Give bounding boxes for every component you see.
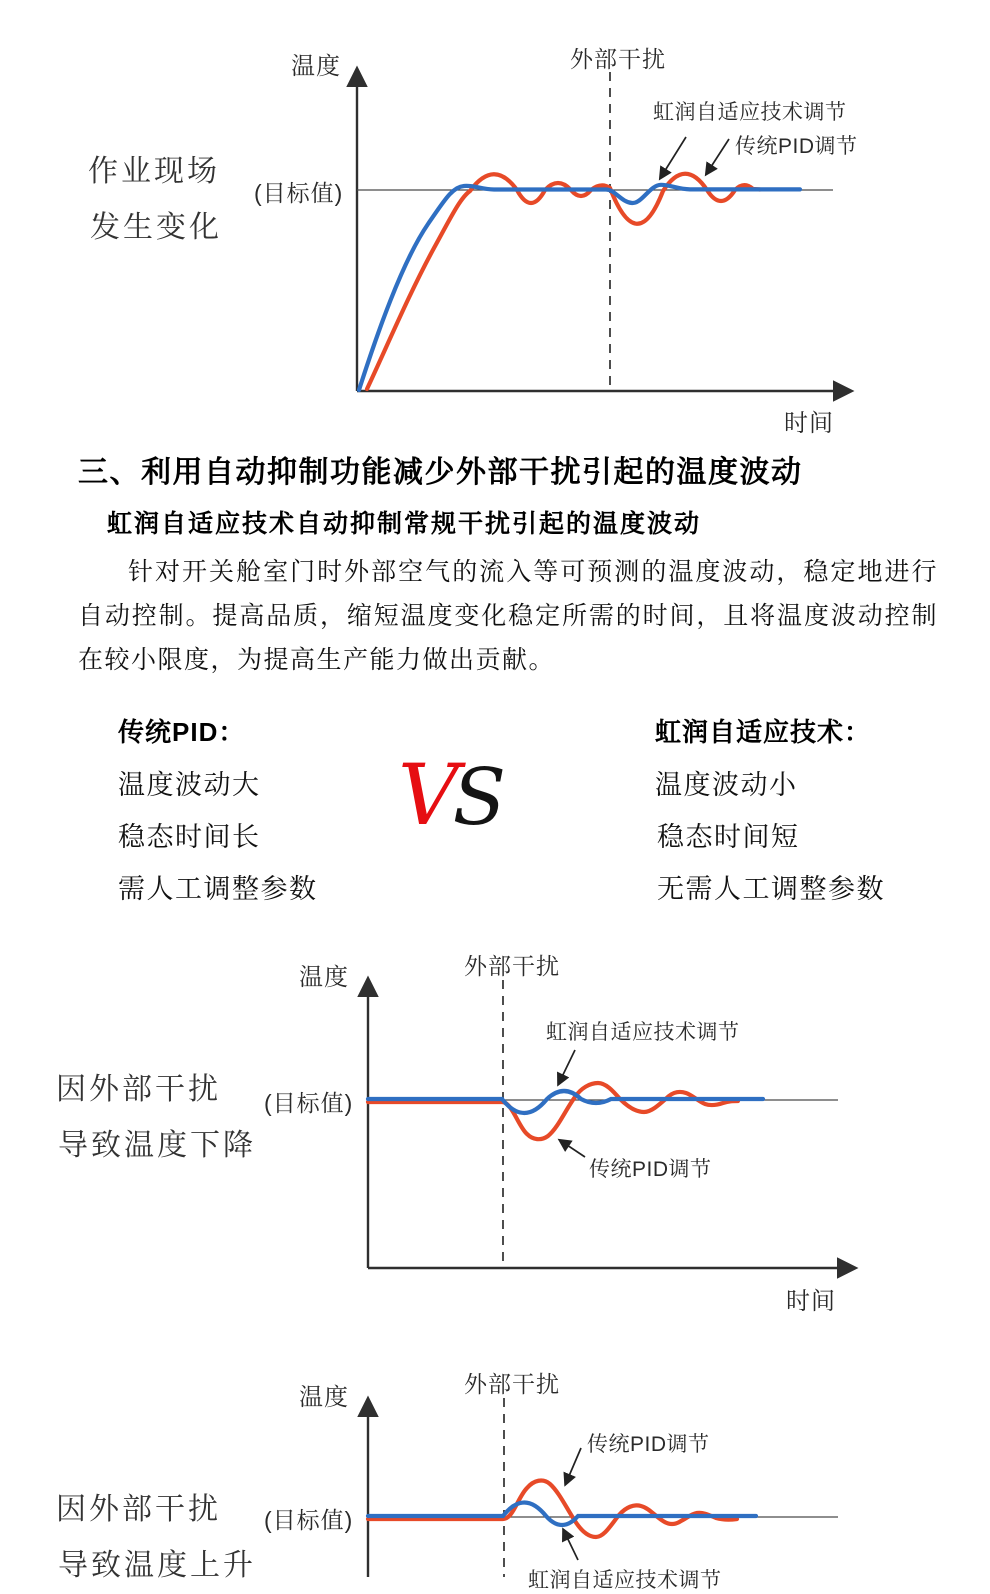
x-axis-label: 时间 xyxy=(786,1288,836,1315)
vs-letter-s: S xyxy=(452,753,507,843)
comparison-right-title: 虹润自适应技术： xyxy=(655,717,872,747)
x-axis-label: 时间 xyxy=(784,410,834,437)
disturbance-label: 外部干扰 xyxy=(570,46,666,72)
pid-curve xyxy=(367,174,760,389)
comparison-left-title: 传统PID： xyxy=(118,717,246,747)
adaptive-curve-label: 虹润自适应技术调节 xyxy=(653,101,847,124)
adaptive-arrow xyxy=(564,1531,578,1560)
scenario-label-line1: 作业现场 xyxy=(88,155,220,188)
scenario-label-line1: 因外部干扰 xyxy=(56,1073,221,1106)
scenario-label-line2: 发生变化 xyxy=(90,211,222,244)
section-subheading: 虹润自适应技术自动抑制常规干扰引起的温度波动 xyxy=(107,510,702,538)
target-label: (目标值) xyxy=(254,180,344,206)
y-axis-label: 温度 xyxy=(291,53,341,80)
pid-curve xyxy=(368,1083,738,1139)
scenario-label-line2: 导致温度下降 xyxy=(58,1129,256,1162)
adaptive-curve-label: 虹润自适应技术调节 xyxy=(528,1569,722,1592)
pid-arrow xyxy=(566,1448,581,1483)
disturbance-label: 外部干扰 xyxy=(464,953,560,979)
section-paragraph: 针对开关舱室门时外部空气的流入等可预测的温度波动，稳定地进行自动控制。提高品质，缩短温度变化稳定所需的时间，且将温度波动控制在较小限度，为提高生产能力做出贡献。 xyxy=(78,558,938,674)
target-label: (目标值) xyxy=(264,1507,354,1533)
pid-curve-label: 传统PID调节 xyxy=(735,135,858,158)
comparison-left-item: 需人工调整参数 xyxy=(118,874,318,904)
pid-curve xyxy=(368,1481,737,1537)
scenario-label-line2: 导致温度上升 xyxy=(58,1549,256,1582)
target-label: (目标值) xyxy=(264,1090,354,1116)
chart-bottom xyxy=(368,1398,838,1577)
adaptive-arrow xyxy=(559,1050,575,1083)
pid-arrow xyxy=(561,1141,585,1157)
scenario-label-line1: 因外部干扰 xyxy=(56,1493,221,1526)
pid-arrow xyxy=(707,139,729,173)
comparison-right-item: 温度波动小 xyxy=(655,770,798,800)
y-axis-label: 温度 xyxy=(299,1384,349,1411)
pid-curve-label: 传统PID调节 xyxy=(589,1158,712,1181)
vs-letter-v: V xyxy=(398,746,459,844)
disturbance-label: 外部干扰 xyxy=(464,1371,560,1397)
adaptive-curve xyxy=(359,185,800,390)
pid-curve-label: 传统PID调节 xyxy=(587,1433,710,1456)
comparison-left-item: 稳态时间长 xyxy=(118,822,261,852)
y-axis-label: 温度 xyxy=(299,964,349,991)
comparison-left-item: 温度波动大 xyxy=(118,770,261,800)
vs-mark xyxy=(398,746,506,844)
adaptive-arrow xyxy=(661,137,686,177)
comparison-right-item: 稳态时间短 xyxy=(657,822,800,852)
adaptive-curve-label: 虹润自适应技术调节 xyxy=(546,1021,740,1044)
section-heading: 三、利用自动抑制功能减少外部干扰引起的温度波动 xyxy=(78,456,803,489)
comparison-right-item: 无需人工调整参数 xyxy=(657,874,885,904)
